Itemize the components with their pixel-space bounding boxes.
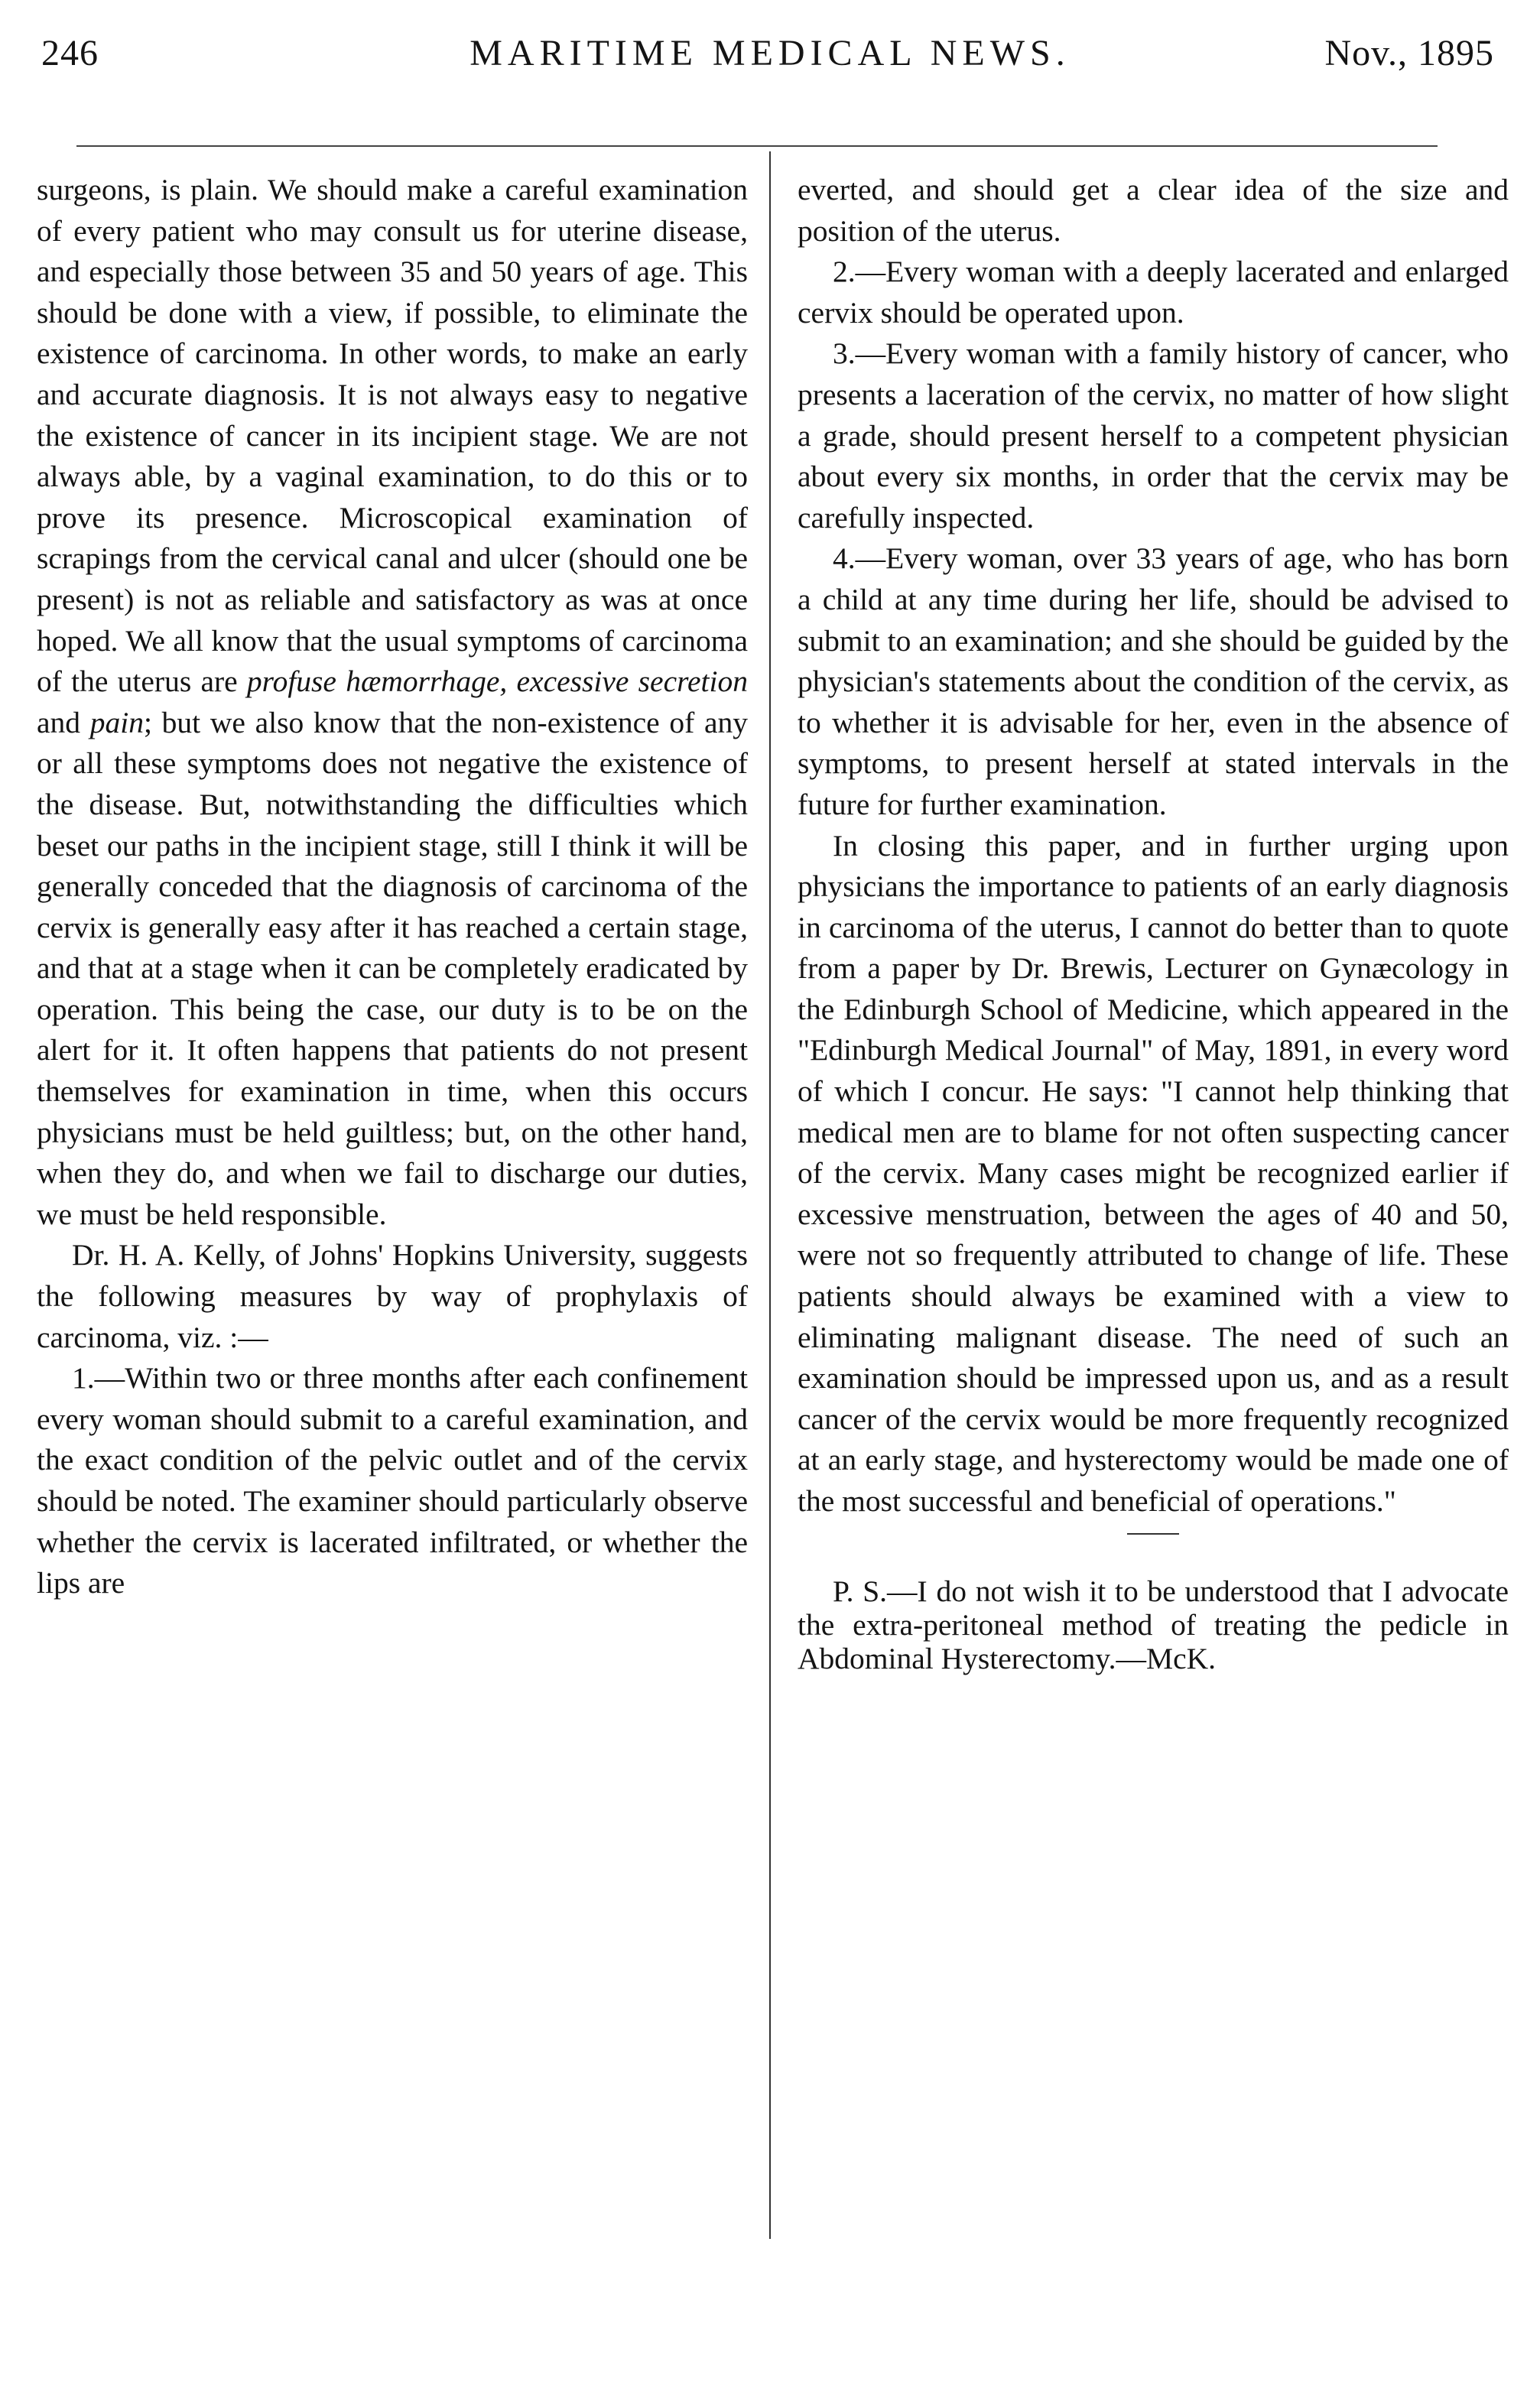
paragraph-diagnosis-rest: ; but we also know that the non-existence of any or all these symptoms does not negative the existence of the disease. But, notwithstanding the difficulties which beset our paths in the incipient stage, still I think it will be generally conceded that the diagnosis of carcinoma of the cervix is generally easy after it has reached a certain stage, and that at a stage when it can be completely eradicated by operation. This being the case, our duty is to be on the alert for it. It often happens that patients do not present themselves for examination in time, when this occurs physicians must be held guiltless; but, on the other hand, when they do, and when we fail to discharge our duties, we must be held responsible. — [37, 705, 748, 1231]
paragraph-kelly: Dr. H. A. Kelly, of Johns' Hopkins University, suggests the following measures by way of prophylaxis of carcinoma, viz. :— — [37, 1238, 748, 1354]
section-separator — [1127, 1533, 1179, 1535]
postscript: P. S.—I do not wish it to be understood that I advocate the extra-peritoneal method of treating the pedicle in Abdominal Hysterectomy.—McK. — [798, 1574, 1509, 1675]
paragraph-diagnosis-text: surgeons, is plain. We should make a careful examination of every patient who may consult us for uterine disease, and especially those between 35 and 50 years of age. This should be done with a view, if possible, to eliminate the existence of carcinoma. In other words, to make an early and accurate diagnosis. It is not always easy to negative the existence of cancer in its incipient stage. We are not always able, by a vaginal examination, to do this or to prove its presence. Microscopical examination of scrapings from the cervical canal and ulcer (should one be present) is not as reliable and satisfactory as was at once hoped. We all know that the usual symptoms of carcinoma of the uterus are — [37, 173, 748, 699]
paragraph-measure-3: 3.—Every woman with a family history of cancer, who presents a laceration of the cervix, no matter of how slight a grade, should present herself to a competent physician about every six months, in order that the cervix may be carefully inspected. — [798, 336, 1509, 534]
pain-italic: pain — [89, 705, 144, 739]
page-number: 246 — [41, 33, 99, 73]
paragraph-measure-2: 2.—Every woman with a deeply lacerated and enlarged cervix should be operated upon. — [798, 255, 1509, 330]
right-column — [798, 170, 1509, 1675]
paragraph-measure-1: 1.—Within two or three months after each confinement every woman should submit to a careful examination, and the exact condition of the pelvic outlet and of the cervix should be noted. The examiner should particularly observe whether the cervix is lacerated infiltrated, or whether the lips are — [37, 1361, 748, 1600]
header-rule — [76, 145, 1438, 147]
and-word: and — [37, 705, 81, 739]
left-column — [37, 170, 748, 1604]
journal-title: MARITIME MEDICAL NEWS. — [469, 33, 1071, 73]
column-divider — [769, 151, 771, 2239]
paragraph-closing: In closing this paper, and in further urging upon physicians the importance to patients of an early diagnosis in carcinoma of the uterus, I cannot do better than to quote from a paper by Dr. Brewis, Lecturer on Gynæcology in the Edinburgh School of Medicine, which appeared in the "Edinburgh Medical Journal" of May, 1891, in every word of which I concur. He says: "I cannot help thinking that medical men are to blame for not often suspecting cancer of the cervix. Many cases might be recognized earlier if excessive menstruation, between the ages of 40 and 50, were not so frequently attributed to change of life. These patients should always be examined with a view to eliminating malignant disease. The need of such an examination should be impressed upon us, and as a result cancer of the cervix would be more frequently recognized at an early stage, and hysterectomy would be made one of the most successful and beneficial of operations." — [798, 828, 1509, 1518]
issue-date: Nov., 1895 — [1324, 33, 1494, 73]
paragraph-measure-4: 4.—Every woman, over 33 years of age, who has born a child at any time during her life, should be advised to submit to an examination; and she should be guided by the physician's statements about the condition of the cervix, as to whether it is advisable for her, even in the absence of symptoms, to present herself at stated intervals in the future for further examination. — [798, 541, 1509, 821]
symptoms-italic: profuse hæmorrhage, excessive secretion — [246, 664, 748, 699]
paragraph-measure-1-cont: everted, and should get a clear idea of the size and position of the uterus. — [798, 173, 1509, 248]
paragraph-diagnosis — [37, 170, 748, 1235]
running-header — [0, 32, 1540, 93]
